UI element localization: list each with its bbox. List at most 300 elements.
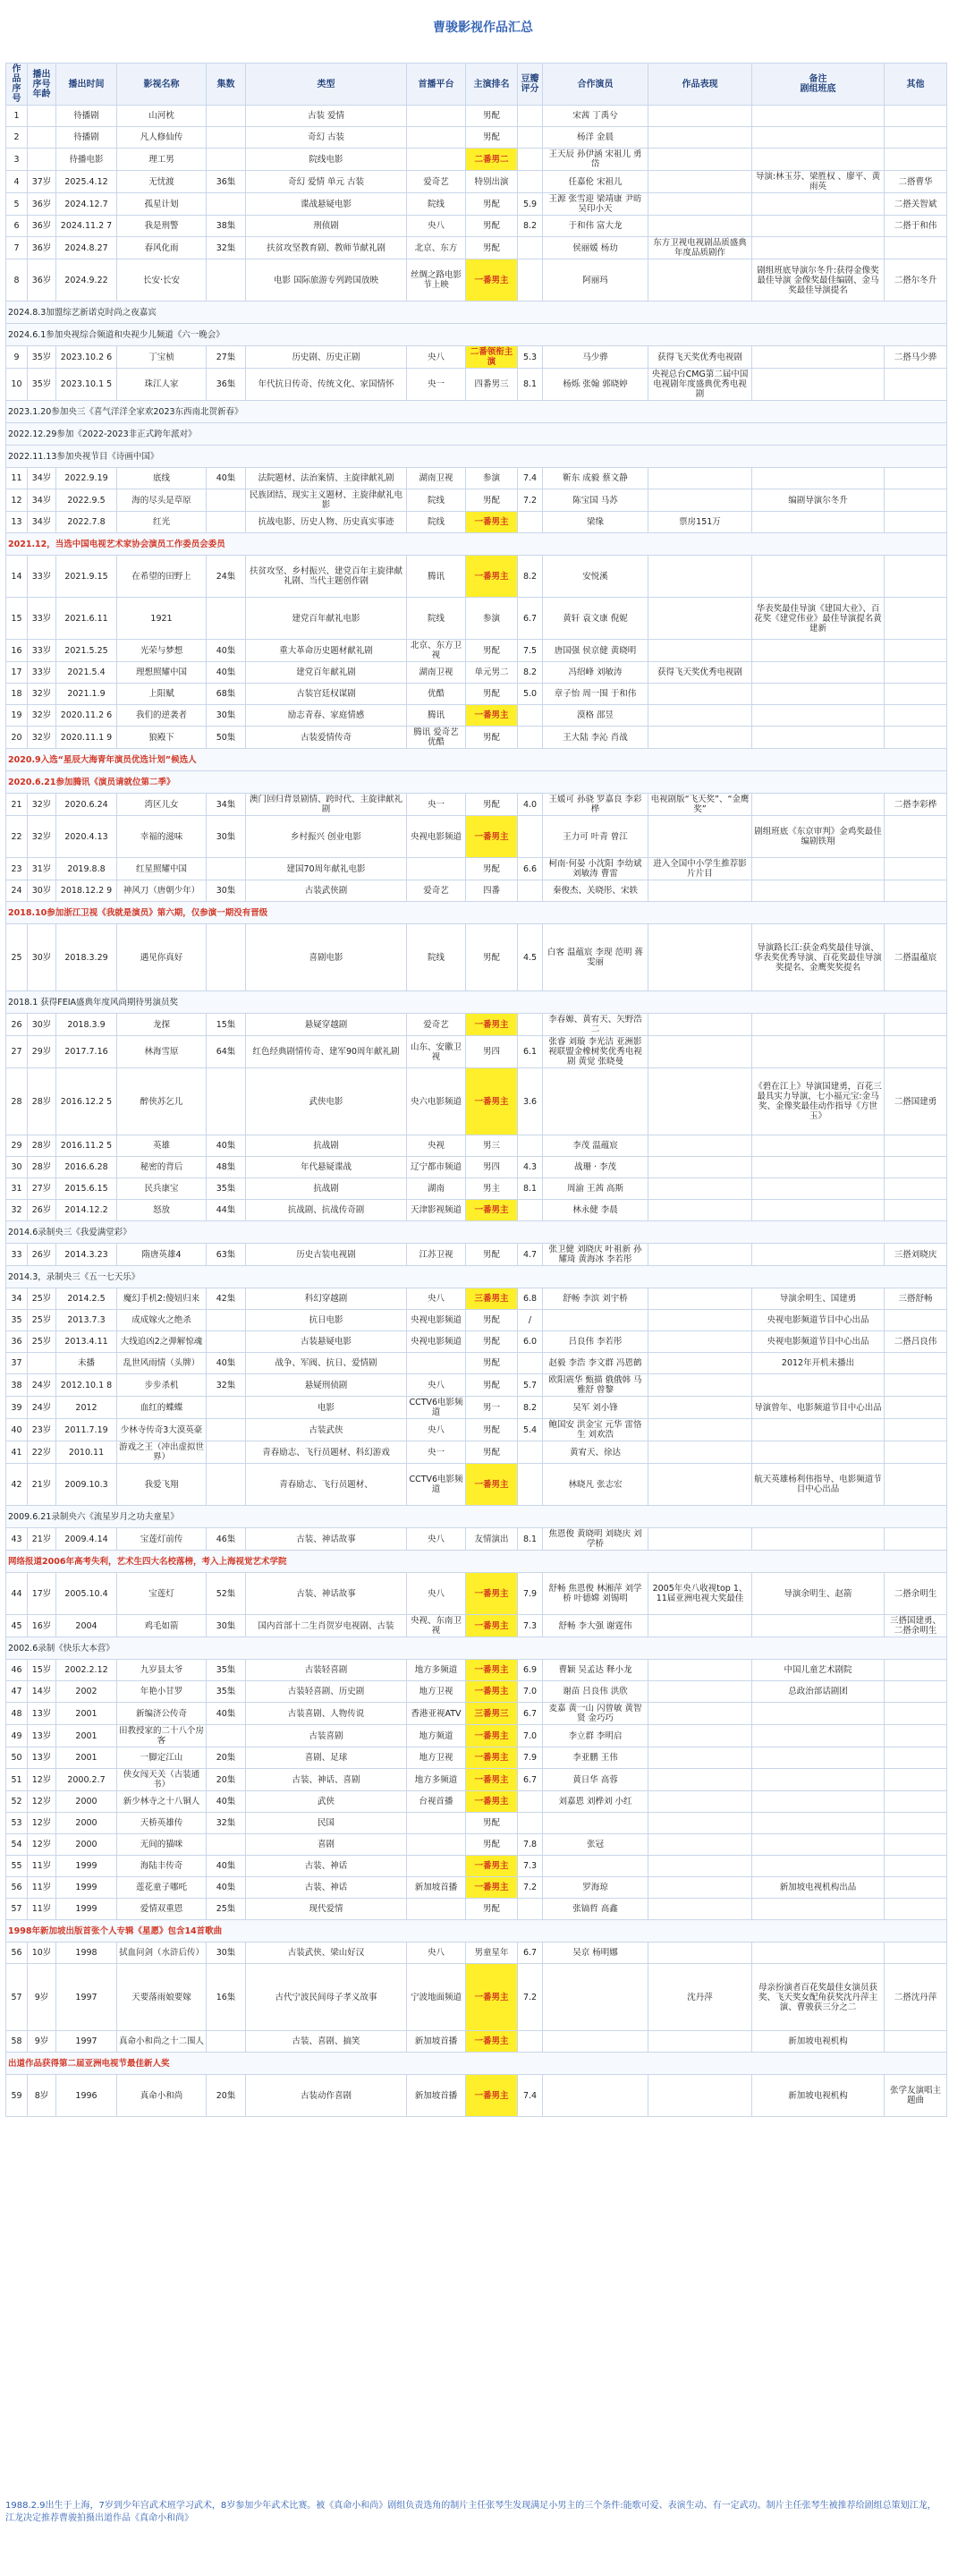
cell-air-date: 2014.2.5 <box>56 1288 117 1310</box>
cell-achievement <box>648 1725 752 1747</box>
event-note: 2009.6.21录制央六《流星岁月之功夫童星》 <box>6 1506 947 1528</box>
work-row <box>6 1397 947 1419</box>
cell-crew <box>752 858 885 880</box>
cell-age: 36岁 <box>28 216 56 237</box>
cell-costars: 章子怡 周一围 于和伟 <box>543 684 648 705</box>
cell-air-date: 2004 <box>56 1615 117 1637</box>
event-note-row <box>6 1637 947 1660</box>
event-note: 2018.1 获得FEIA盛典年度风尚期待男演员奖 <box>6 991 947 1014</box>
header-age: 播出序号年龄 <box>28 64 56 106</box>
cell-age: 22岁 <box>28 1441 56 1464</box>
cell-crew <box>752 1703 885 1725</box>
cell-title: 天桥英雄传 <box>117 1813 207 1834</box>
cell-achievement: 2005年央八收视top 1、11届亚洲电视大奖最佳 <box>648 1573 752 1615</box>
cell-episodes: 50集 <box>207 727 246 749</box>
cell-achievement <box>648 1397 752 1419</box>
cell-episodes: 15集 <box>207 1014 246 1036</box>
cell-crew <box>752 1441 885 1464</box>
cell-achievement <box>648 816 752 858</box>
cell-episodes <box>207 1419 246 1441</box>
header-crew <box>752 64 885 106</box>
cell-crew <box>752 193 885 216</box>
cell-title: 我们的逆袭者 <box>117 705 207 727</box>
cell-genre: 电影 <box>246 1397 407 1419</box>
cell-index: 14 <box>6 556 28 598</box>
cell-douban <box>518 1791 543 1813</box>
cell-platform: 院线 <box>407 512 466 533</box>
cell-title: 幸福的滋味 <box>117 816 207 858</box>
work-row <box>6 684 947 705</box>
cell-costars: 李春嫄、黄宥天、矢野浩二 <box>543 1014 648 1036</box>
cell-other <box>885 1200 947 1221</box>
cell-air-date: 2009.4.14 <box>56 1528 117 1551</box>
event-note: 出道作品获得第二届亚洲电视节最佳新人奖 <box>6 2053 947 2075</box>
cell-platform: 央一 <box>407 1441 466 1464</box>
cell-billing: 一番男主 <box>466 2075 518 2117</box>
cell-platform: 新加坡首播 <box>407 1877 466 1899</box>
cell-costars: 舒畅 焦恩俊 林湘萍 刘学桥 叶德嫦 刘锡明 <box>543 1573 648 1615</box>
cell-title: 理工男 <box>117 149 207 171</box>
cell-costars: 刘嘉恩 刘桦刘 小红 <box>543 1791 648 1813</box>
cell-costars: 白客 温蕴宸 李现 范明 蒋雯丽 <box>543 924 648 991</box>
cell-title: 大线追凶2之弹解惊魂 <box>117 1331 207 1353</box>
cell-air-date: 2000.2.7 <box>56 1769 117 1791</box>
event-note: 2014.6录制央三《我爱满堂彩》 <box>6 1221 947 1244</box>
cell-platform: 央八 <box>407 1419 466 1441</box>
work-row <box>6 1943 947 1964</box>
cell-other <box>885 369 947 401</box>
cell-episodes: 64集 <box>207 1036 246 1068</box>
cell-episodes <box>207 598 246 640</box>
cell-billing: 男配 <box>466 1353 518 1374</box>
cell-age: 33岁 <box>28 662 56 684</box>
cell-index: 58 <box>6 2031 28 2053</box>
cell-costars: 欧阳震华 甄描 俄俄韩 马雅舒 曾黎 <box>543 1374 648 1397</box>
cell-platform: 央八 <box>407 346 466 369</box>
cell-episodes: 30集 <box>207 1615 246 1637</box>
cell-achievement <box>648 1178 752 1200</box>
cell-index: 42 <box>6 1464 28 1506</box>
cell-costars <box>543 2031 648 2053</box>
cell-achievement <box>648 259 752 302</box>
cell-genre: 院线电影 <box>246 149 407 171</box>
cell-achievement <box>648 1014 752 1036</box>
cell-crew <box>752 880 885 902</box>
cell-title: 真命小和尚之十二围人 <box>117 2031 207 2053</box>
cell-douban: 5.7 <box>518 1374 543 1397</box>
cell-platform <box>407 1353 466 1374</box>
cell-other: 二搭吕良伟 <box>885 1331 947 1353</box>
cell-other <box>885 1834 947 1856</box>
cell-genre: 电影 国际旅游专列跨国放映 <box>246 259 407 302</box>
work-row <box>6 1573 947 1615</box>
work-row <box>6 1747 947 1769</box>
cell-title: 海陆丰传奇 <box>117 1856 207 1877</box>
cell-air-date: 2021.6.11 <box>56 598 117 640</box>
cell-air-date: 2018.12.2 9 <box>56 880 117 902</box>
cell-title: 侠女闯天关（古装通书） <box>117 1769 207 1791</box>
event-note: 2022.11.13参加央视节目《诗画中国》 <box>6 446 947 468</box>
cell-episodes <box>207 259 246 302</box>
cell-title: 九岁县太爷 <box>117 1660 207 1681</box>
work-row <box>6 662 947 684</box>
cell-crew <box>752 1135 885 1157</box>
cell-age: 35岁 <box>28 369 56 401</box>
cell-costars: 李茂 温蕴宸 <box>543 1135 648 1157</box>
cell-billing: 一番男主 <box>466 1681 518 1703</box>
cell-crew <box>752 1374 885 1397</box>
cell-genre: 古装、喜剧、搞笑 <box>246 2031 407 2053</box>
work-row <box>6 1877 947 1899</box>
cell-index: 26 <box>6 1014 28 1036</box>
cell-air-date: 2020.4.13 <box>56 816 117 858</box>
work-row <box>6 1374 947 1397</box>
cell-title: 少林寺传奇3大漠英豪 <box>117 1419 207 1441</box>
cell-title: 无间的猫咪 <box>117 1834 207 1856</box>
cell-genre: 战争、军阀、抗日、爱情剧 <box>246 1353 407 1374</box>
cell-episodes: 40集 <box>207 1877 246 1899</box>
work-row <box>6 259 947 302</box>
cell-air-date: 2002 <box>56 1681 117 1703</box>
cell-douban <box>518 149 543 171</box>
cell-other <box>885 106 947 127</box>
cell-crew: 央视电影频道节目中心出品 <box>752 1310 885 1331</box>
cell-episodes: 40集 <box>207 662 246 684</box>
cell-genre: 喜剧、足球 <box>246 1747 407 1769</box>
cell-episodes: 16集 <box>207 1964 246 2031</box>
cell-other <box>885 1747 947 1769</box>
cell-other <box>885 1353 947 1374</box>
cell-douban <box>518 1200 543 1221</box>
cell-air-date: 待播剧 <box>56 106 117 127</box>
cell-age: 13岁 <box>28 1725 56 1747</box>
event-note: 2024.6.1参加央视综合频道和央视少儿频道《六一晚会》 <box>6 324 947 346</box>
cell-platform: 新加坡首播 <box>407 2075 466 2117</box>
cell-age: 12岁 <box>28 1834 56 1856</box>
work-row <box>6 369 947 401</box>
work-row <box>6 598 947 640</box>
cell-index: 8 <box>6 259 28 302</box>
cell-achievement <box>648 106 752 127</box>
work-row <box>6 1703 947 1725</box>
work-row <box>6 705 947 727</box>
cell-achievement: 进入全国中小学生推荐影片片目 <box>648 858 752 880</box>
cell-crew <box>752 727 885 749</box>
cell-achievement <box>648 171 752 193</box>
cell-episodes <box>207 127 246 149</box>
cell-costars: 舒畅 李大强 谢霆伟 <box>543 1615 648 1637</box>
cell-platform: 腾讯 爱奇艺 优酷 <box>407 727 466 749</box>
work-row <box>6 880 947 902</box>
cell-billing: 男配 <box>466 237 518 259</box>
cell-other <box>885 727 947 749</box>
cell-costars: 漠格 邵昱 <box>543 705 648 727</box>
cell-age: 28岁 <box>28 1135 56 1157</box>
cell-crew <box>752 684 885 705</box>
cell-episodes: 68集 <box>207 684 246 705</box>
cell-platform: 院线 <box>407 193 466 216</box>
cell-age: 12岁 <box>28 1813 56 1834</box>
cell-age: 34岁 <box>28 512 56 533</box>
cell-billing: 男配 <box>466 684 518 705</box>
cell-crew <box>752 127 885 149</box>
work-row <box>6 149 947 171</box>
cell-genre: 法院题材、法治案情、主旋律献礼剧 <box>246 468 407 489</box>
cell-platform: 央视、东南卫视 <box>407 1615 466 1637</box>
work-row <box>6 1856 947 1877</box>
cell-index: 39 <box>6 1397 28 1419</box>
cell-billing: 四番男三 <box>466 369 518 401</box>
cell-billing: 男童星年 <box>466 1943 518 1964</box>
cell-other <box>885 1769 947 1791</box>
work-row <box>6 556 947 598</box>
cell-air-date: 2014.12.2 <box>56 1200 117 1221</box>
cell-costars: 王力可 叶青 曾江 <box>543 816 648 858</box>
cell-douban: 8.2 <box>518 216 543 237</box>
cell-achievement <box>648 1288 752 1310</box>
cell-age: 16岁 <box>28 1615 56 1637</box>
cell-episodes: 40集 <box>207 468 246 489</box>
cell-genre: 抗战剧、抗战传奇剧 <box>246 1200 407 1221</box>
cell-genre: 科幻穿越剧 <box>246 1288 407 1310</box>
cell-age: 21岁 <box>28 1528 56 1551</box>
cell-billing: 一番男主 <box>466 1615 518 1637</box>
cell-douban: 7.8 <box>518 1834 543 1856</box>
cell-costars: 宋茜 丁禹兮 <box>543 106 648 127</box>
cell-achievement <box>648 684 752 705</box>
cell-title: 红光 <box>117 512 207 533</box>
cell-air-date: 1997 <box>56 2031 117 2053</box>
work-row <box>6 1660 947 1681</box>
cell-title: 乱世风雨情（头牌） <box>117 1353 207 1374</box>
cell-other: 三搭国建勇、二搭余明生 <box>885 1615 947 1637</box>
cell-crew: 新加坡电视机构出品 <box>752 1877 885 1899</box>
cell-title: 真命小和尚 <box>117 2075 207 2117</box>
cell-episodes <box>207 193 246 216</box>
cell-achievement: 获得飞天奖优秀电视剧 <box>648 662 752 684</box>
cell-billing: 男配 <box>466 727 518 749</box>
cell-platform: 央一 <box>407 369 466 401</box>
cell-achievement <box>648 1135 752 1157</box>
cell-index: 20 <box>6 727 28 749</box>
cell-platform: 央一 <box>407 794 466 816</box>
cell-air-date: 1998 <box>56 1943 117 1964</box>
cell-other <box>885 1681 947 1703</box>
cell-costars: 林永健 李晨 <box>543 1200 648 1221</box>
cell-platform: 腾讯 <box>407 705 466 727</box>
cell-billing: 一番男主 <box>466 1791 518 1813</box>
cell-platform: 爱奇艺 <box>407 171 466 193</box>
cell-genre: 武侠电影 <box>246 1068 407 1135</box>
cell-crew: 央视电影频道节目中心出品 <box>752 1331 885 1353</box>
cell-douban: 8.2 <box>518 1397 543 1419</box>
cell-age: 12岁 <box>28 1769 56 1791</box>
cell-douban <box>518 1464 543 1506</box>
cell-douban: 7.5 <box>518 640 543 662</box>
cell-index: 11 <box>6 468 28 489</box>
cell-achievement <box>648 598 752 640</box>
cell-crew: 导演:林玉芬、梁胜权 、廖平、黄雨英 <box>752 171 885 193</box>
cell-costars: 杨烁 张翰 郭晓婷 <box>543 369 648 401</box>
cell-costars: 任嘉伦 宋祖儿 <box>543 171 648 193</box>
cell-billing: 一番男主 <box>466 1769 518 1791</box>
cell-billing: 一番男主 <box>466 816 518 858</box>
cell-douban: 3.6 <box>518 1068 543 1135</box>
event-note-row <box>6 1221 947 1244</box>
cell-achievement <box>648 1068 752 1135</box>
cell-index: 19 <box>6 705 28 727</box>
cell-genre: 古装动作喜剧 <box>246 2075 407 2117</box>
cell-index: 12 <box>6 489 28 512</box>
cell-billing: 男配 <box>466 794 518 816</box>
cell-age: 26岁 <box>28 1200 56 1221</box>
cell-platform: 北京、东方 <box>407 237 466 259</box>
cell-platform: 院线 <box>407 924 466 991</box>
cell-index: 3 <box>6 149 28 171</box>
cell-douban: 6.7 <box>518 1943 543 1964</box>
cell-title: 光荣与梦想 <box>117 640 207 662</box>
cell-douban <box>518 1813 543 1834</box>
cell-douban: 7.0 <box>518 1725 543 1747</box>
cell-air-date: 2021.5.4 <box>56 662 117 684</box>
cell-age: 11岁 <box>28 1877 56 1899</box>
cell-achievement <box>648 705 752 727</box>
cell-other: 二搭曹华 <box>885 171 947 193</box>
event-note-row <box>6 749 947 771</box>
header-index: 作品序号 <box>6 64 28 106</box>
cell-douban <box>518 1441 543 1464</box>
cell-genre: 抗战剧 <box>246 1135 407 1157</box>
header-remarks: 备注 <box>809 74 827 84</box>
work-row <box>6 858 947 880</box>
header-costars: 合作演员 <box>543 64 648 106</box>
cell-crew <box>752 1528 885 1551</box>
event-note: 1998年新加坡出版首张个人专辑《星愿》包含14首歌曲 <box>6 1920 947 1943</box>
cell-achievement: 东方卫视电视剧品质盛典年度品质剧作 <box>648 237 752 259</box>
cell-age: 12岁 <box>28 1791 56 1813</box>
cell-age: 11岁 <box>28 1899 56 1920</box>
cell-episodes: 36集 <box>207 369 246 401</box>
cell-genre: 古装武侠剧 <box>246 880 407 902</box>
cell-air-date: 2000 <box>56 1813 117 1834</box>
event-note: 2020.6.21参加腾讯《演员请就位第二季》 <box>6 771 947 794</box>
header-crew-label: 剧组班底 <box>800 84 836 94</box>
cell-other <box>885 149 947 171</box>
work-row <box>6 1288 947 1310</box>
cell-achievement <box>648 2031 752 2053</box>
cell-age: 26岁 <box>28 1244 56 1266</box>
cell-genre: 年代抗日传奇、传统文化、家国情怀 <box>246 369 407 401</box>
cell-index: 35 <box>6 1310 28 1331</box>
cell-billing: 一番男主 <box>466 1068 518 1135</box>
cell-costars: 林晓凡 张志宏 <box>543 1464 648 1506</box>
cell-episodes: 30集 <box>207 816 246 858</box>
cell-other <box>885 1877 947 1899</box>
cell-costars: 黄日华 高蓉 <box>543 1769 648 1791</box>
cell-age: 30岁 <box>28 924 56 991</box>
cell-billing: 男配 <box>466 858 518 880</box>
cell-crew: 中国儿童艺术剧院 <box>752 1660 885 1681</box>
cell-episodes <box>207 1834 246 1856</box>
work-row <box>6 1769 947 1791</box>
cell-platform <box>407 858 466 880</box>
cell-air-date: 2021.5.25 <box>56 640 117 662</box>
cell-index: 56 <box>6 1877 28 1899</box>
cell-billing: 参演 <box>466 598 518 640</box>
cell-episodes: 35集 <box>207 1660 246 1681</box>
cell-genre: 古装、神话故事 <box>246 1573 407 1615</box>
event-note: 2023.1.20参加央三《喜气洋洋全家欢2023东西南北贺新春》 <box>6 401 947 423</box>
cell-achievement <box>648 1157 752 1178</box>
cell-title: 珠江人家 <box>117 369 207 401</box>
cell-index: 24 <box>6 880 28 902</box>
cell-crew <box>752 1178 885 1200</box>
cell-index: 47 <box>6 1681 28 1703</box>
cell-episodes: 38集 <box>207 216 246 237</box>
cell-platform: 爱奇艺 <box>407 880 466 902</box>
work-row <box>6 1036 947 1068</box>
cell-title: 鸡毛如箭 <box>117 1615 207 1637</box>
cell-billing: 男配 <box>466 924 518 991</box>
cell-billing: 参演 <box>466 468 518 489</box>
cell-douban <box>518 727 543 749</box>
cell-index: 44 <box>6 1573 28 1615</box>
cell-billing: 一番男主 <box>466 1725 518 1747</box>
cell-douban <box>518 1899 543 1920</box>
cell-genre: 抗战电影、历史人物、历史真实事迹 <box>246 512 407 533</box>
cell-platform: 央八 <box>407 1573 466 1615</box>
cell-genre: 武侠 <box>246 1791 407 1813</box>
work-row <box>6 1464 947 1506</box>
work-row <box>6 1791 947 1813</box>
cell-genre: 古代宁波民间母子孝义故事 <box>246 1964 407 2031</box>
cell-douban: 8.1 <box>518 1178 543 1200</box>
cell-achievement <box>648 1310 752 1331</box>
cell-douban: 4.0 <box>518 794 543 816</box>
cell-platform: 地方卫视 <box>407 1747 466 1769</box>
cell-platform: 地方多频道 <box>407 1769 466 1791</box>
event-note-row <box>6 771 947 794</box>
cell-genre: 重大革命历史题材献礼剧 <box>246 640 407 662</box>
cell-billing: 一番男主 <box>466 2031 518 2053</box>
cell-age: 32岁 <box>28 727 56 749</box>
cell-title: 成成嫁火之绝杀 <box>117 1310 207 1331</box>
cell-costars: 杨洋 金晨 <box>543 127 648 149</box>
cell-index: 34 <box>6 1288 28 1310</box>
works-table-container <box>5 63 946 2117</box>
cell-other <box>885 127 947 149</box>
cell-air-date: 2020.11.1 9 <box>56 727 117 749</box>
cell-episodes: 40集 <box>207 1856 246 1877</box>
cell-crew <box>752 705 885 727</box>
cell-genre: 红色经典剧情传奇、建军90周年献礼剧 <box>246 1036 407 1068</box>
cell-episodes: 32集 <box>207 1813 246 1834</box>
cell-costars: 李亚鹏 王伟 <box>543 1747 648 1769</box>
work-row <box>6 1615 947 1637</box>
cell-crew <box>752 1419 885 1441</box>
work-row <box>6 1353 947 1374</box>
work-row <box>6 1157 947 1178</box>
cell-crew: 总政治部话剧团 <box>752 1681 885 1703</box>
event-note-row <box>6 533 947 556</box>
cell-billing: 一番男主 <box>466 705 518 727</box>
cell-crew <box>752 346 885 369</box>
header-achievement: 作品表现 <box>648 64 752 106</box>
cell-air-date: 2000 <box>56 1834 117 1856</box>
cell-crew: 编剧导演尔冬升 <box>752 489 885 512</box>
cell-crew <box>752 1036 885 1068</box>
cell-index: 50 <box>6 1747 28 1769</box>
